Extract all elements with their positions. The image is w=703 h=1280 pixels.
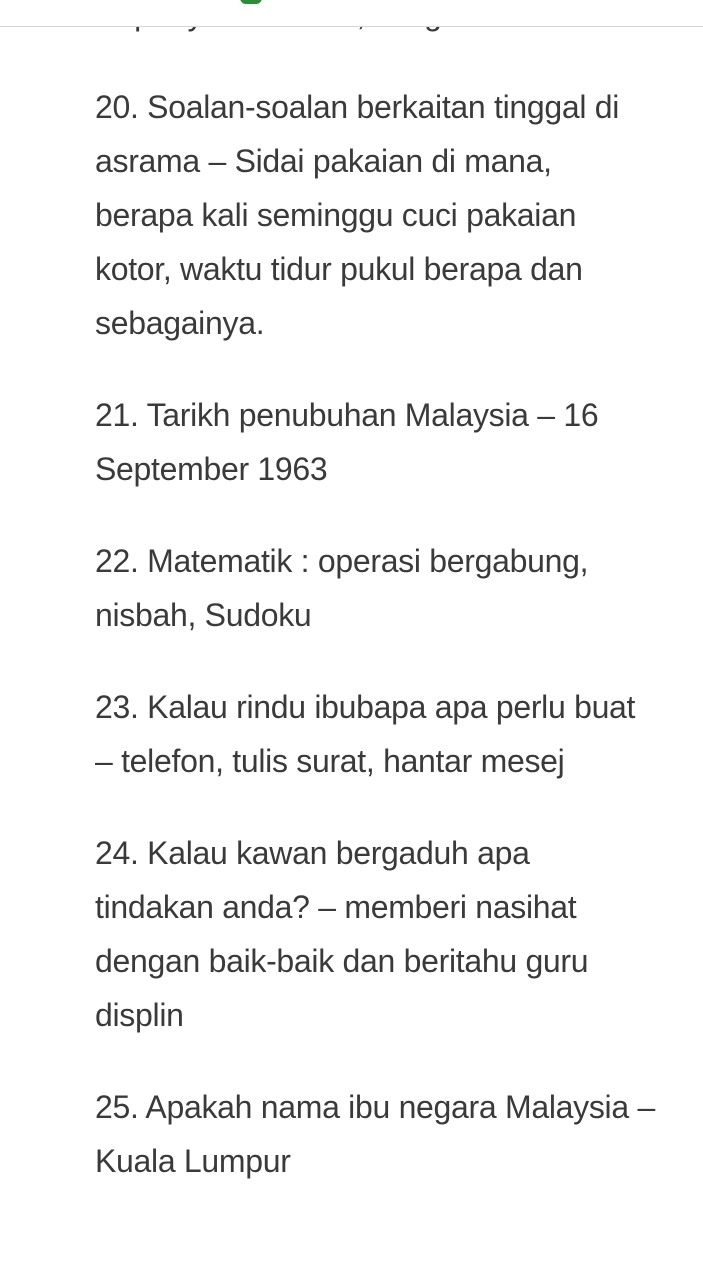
list-item-22: 22. Matematik : operasi bergabung, nisbah, Sudoku	[95, 543, 589, 633]
list-item-21: 21. Tarikh penubuhan Malaysia – 16 September 1963	[95, 397, 599, 487]
article-content	[95, 80, 655, 1226]
site-header-bar	[0, 0, 703, 27]
list-item-24: 24. Kalau kawan bergaduh apa tindakan anda? – memberi nasihat dengan baik-baik dan beritahu guru displin	[95, 835, 589, 1033]
list-item-20: 20. Soalan-soalan berkaitan tinggal di asrama – Sidai pakaian di mana, berapa kali seminggu cuci pakaian kotor, waktu tidur pukul berapa dan sebagainya.	[95, 89, 620, 341]
list-item-23: 23. Kalau rindu ibubapa apa perlu buat – telefon, tulis surat, hantar mesej	[95, 689, 636, 779]
header-accent-mark	[240, 0, 262, 4]
list-item-25: 25. Apakah nama ibu negara Malaysia – Kuala Lumpur	[95, 1089, 655, 1179]
